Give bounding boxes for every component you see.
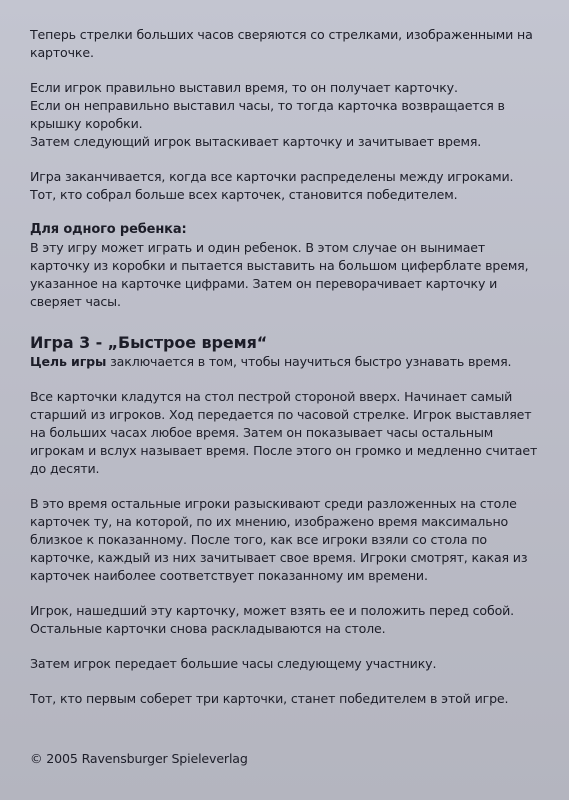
paragraph-search-cards: В это время остальные игроки разыскивают среди разложенных на столе карточек ту, на которой, по их мнению, изображено время максимально близкое к показанному. После того, как все игроки взяли со стола по карточке, каждый из них зачитывает свое время. Игроки смотрят, какая из карточек наиболее соответствует показанному им времени. (30, 496, 528, 583)
paragraph-next-player: Затем следующий игрок вытаскивает карточку и зачитывает время. (30, 134, 482, 149)
goal-text: заключается в том, чтобы научиться быстро узнавать время. (106, 354, 512, 369)
paragraph-take-card: Игрок, нашедший эту карточку, может взять ее и положить перед собой. Остальные карточки снова раскладываются на столе. (30, 603, 515, 636)
paragraph-wrong-time: Если он неправильно выставил часы, то тогда карточка возвращается в крышку коробки. (30, 98, 505, 131)
goal-label: Цель игры (30, 354, 107, 369)
paragraph-setup: Все карточки кладутся на стол пестрой стороной вверх. Начинает самый старший из игроков. Ход передается по часовой стрелке. Игрок выставляет на больших часах любое время. Затем он показывает часы остальным игрокам и вслух называет время. После этого он громко и медленно считает до десяти. (30, 389, 538, 476)
section-title-game3: Игра 3 - „Быстрое время“ (30, 333, 268, 352)
goal-line (30, 353, 539, 371)
copyright-notice: © 2005 Ravensburger Spieleverlag (30, 751, 248, 766)
paragraph-winner: Тот, кто первым соберет три карточки, станет победителем в этой игре. (30, 691, 509, 706)
paragraph-correct-time: Если игрок правильно выставил время, то он получает карточку. (30, 80, 458, 95)
paragraph-game-end: Игра заканчивается, когда все карточки распределены между игроками. Тот, кто собрал больше всех карточек, становится победителем. (30, 169, 514, 202)
paragraph-pass-clock: Затем игрок передает большие часы следующему участнику. (30, 656, 437, 671)
paragraph-single-child: В эту игру может играть и один ребенок. В этом случае он вынимает карточку из коробки и пытается выставить на большом циферблате время, указанное на карточке цифрами. Затем он переворачивает карточку и сверяет часы. (30, 240, 529, 309)
paragraph-compare-hands: Теперь стрелки больших часов сверяются со стрелками, изображенными на карточке. (30, 27, 533, 60)
subheading-single-child: Для одного ребенка: (30, 222, 187, 237)
